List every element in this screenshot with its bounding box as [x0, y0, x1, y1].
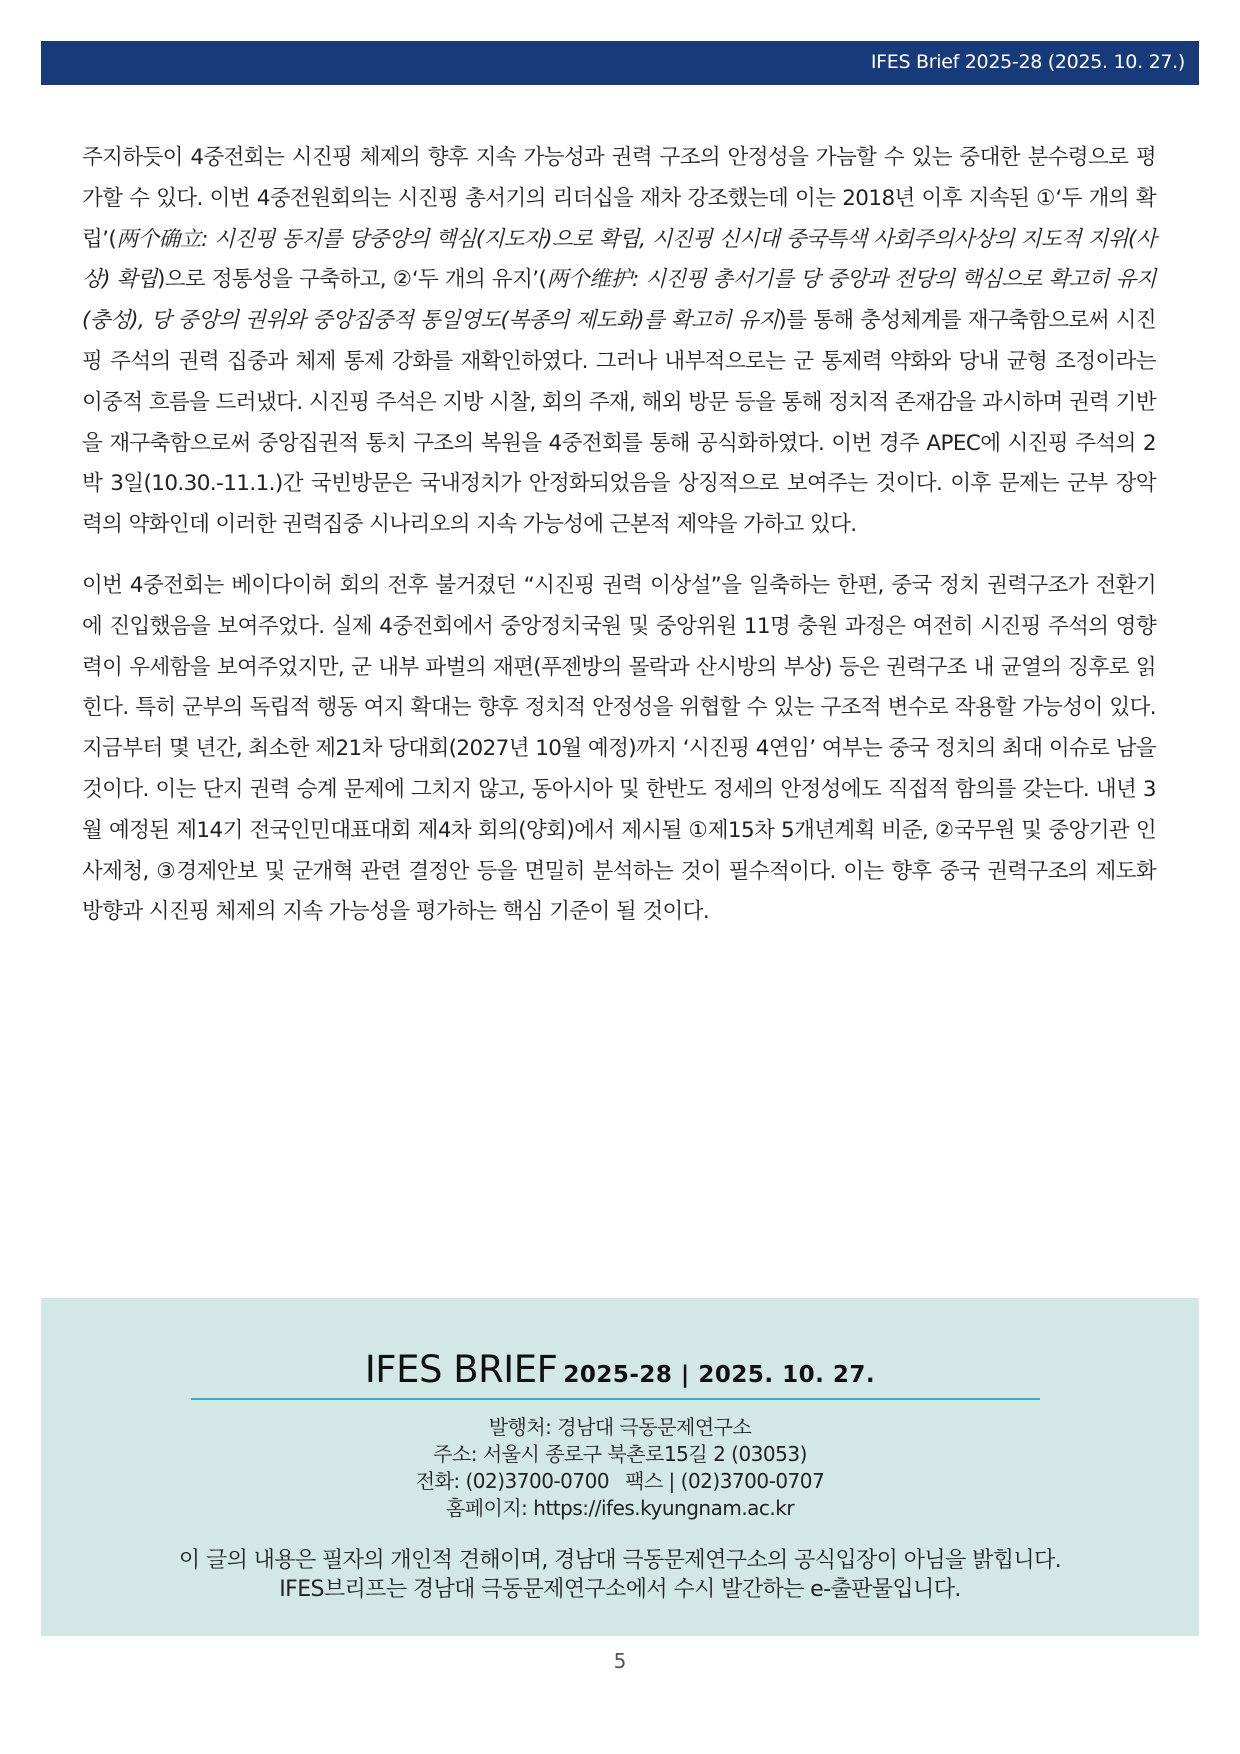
footer-fax: 팩스 | (02)3700-0707 [625, 1469, 825, 1493]
footer-homepage[interactable]: 홈페이지: https://ifes.kyungnam.ac.kr [445, 1496, 795, 1520]
paragraph-1-italic-a: 两个确立: 시진핑 동지를 당중앙의 핵심(지도자)으로 확립, 시진핑 신시대 중국특색 사회주의사상의 지도적 지위(사상) 확립 [82, 226, 1156, 293]
footer-box [41, 1298, 1199, 1636]
paragraph-1-text-c: )를 통해 충성체계를 재구축함으로써 시진핑 주석의 권력 집중과 체제 통제 강화를 재확인하였다. 그러나 내부적으로는 군 통제력 약화와 당내 균형 조정이라는 이중적 흐름을 드러냈다. 시진핑 주석은 지방 시찰, 회의 주재, 해외 방문 등을 통해 정치적 존재감을 과시하며 권력 기반을 재구축함으로써 중앙집권적 통치 구조의 복원을 4중전회를 통해 공식화하였다. 이번 경주 APEC에 시진핑 주석의 2박 3일(10.30.-11.1.)간 국빈방문은 국내정치가 안정화되었음을 상징적으로 보여주는 것이다. 이후 문제는 군부 장악력의 약화인데 이러한 권력집중 시나리오의 지속 가능성에 근본적 제약을 가하고 있다. [82, 308, 1156, 538]
footer-brand: IFES BRIEF [364, 1348, 558, 1391]
footer-note [41, 1546, 1199, 1604]
header-bar [41, 41, 1199, 85]
footer-title [41, 1348, 1199, 1391]
page-number: 5 [613, 1649, 627, 1673]
paragraph-1-text-a: 주지하듯이 4중전회는 시진핑 체제의 향후 지속 가능성과 권력 구조의 안정성을 가늠할 수 있는 중대한 분수령으로 평가할 수 있다. 이번 4중전원회의는 시진핑 총서기의 리더십을 재차 강조했는데 이는 2018년 이후 지속된 ①‘두 개의 확립’( [82, 145, 1156, 252]
issue-label: IFES Brief 2025-28 (2025. 10. 27.) [870, 51, 1185, 73]
footer-info [41, 1414, 1199, 1522]
footer-phone: 전화: (02)3700-0700 [415, 1469, 610, 1493]
paragraph-2: 이번 4중전회는 베이다이허 회의 전후 불거졌던 “시진핑 권력 이상설”을 일축하는 한편, 중국 정치 권력구조가 전환기에 진입했음을 보여주었다. 실제 4중전회에서 중앙정치국원 및 중앙위원 11명 충원 과정은 여전히 시진핑 주석의 영향력이 우세함을 보여주었지만, 군 내부 파벌의 재편(푸젠방의 몰락과 산시방의 부상) 등은 권력구조 내 균열의 징후로 읽힌다. 특히 군부의 독립적 행동 여지 확대는 향후 정치적 안정성을 위협할 수 있는 구조적 변수로 작용할 가능성이 있다. 지금부터 몇 년간, 최소한 제21차 당대회(2027년 10월 예정)까지 ‘시진핑 4연임’ 여부는 중국 정치의 최대 이슈로 남을 것이다. 이는 단지 권력 승계 문제에 그치지 않고, 동아시아 및 한반도 정세의 안정성에도 직접적 함의를 갖는다. 내년 3월 예정된 제14기 전국인민대표대회 제4차 회의(양회)에서 제시될 ①제15차 5개년계획 비준, ②국무원 및 중앙기관 인사제청, ③경제안보 및 군개혁 관련 결정안 등을 면밀히 분석하는 것이 필수적이다. 이는 향후 중국 권력구조의 제도화 방향과 시진핑 체제의 지속 가능성을 평가하는 핵심 기준이 될 것이다. [82, 572, 1156, 925]
footer-publisher: 발행처: 경남대 극동문제연구소 [488, 1415, 752, 1439]
footer-disclaimer-1: 이 글의 내용은 필자의 개인적 견해이며, 경남대 극동문제연구소의 공식입장이 아님을 밝힙니다. [178, 1548, 1062, 1573]
footer-address: 주소: 서울시 종로구 북촌로15길 2 (03053) [433, 1442, 807, 1466]
paragraph-1-italic-b: 两个维护: 시진핑 총서기를 당 중앙과 전당의 핵심으로 확고히 유지(충성), 당 중앙의 권위와 중앙집중적 통일영도(복종의 제도화)를 확고히 유지 [82, 267, 1156, 334]
footer-contact [41, 1468, 1199, 1495]
article-body [82, 138, 1156, 953]
paragraph-1 [82, 138, 1156, 546]
paragraph-1-text-b: )으로 정통성을 구축하고, ②‘두 개의 유지’( [156, 267, 547, 293]
footer-issue: 2025-28 | 2025. 10. 27. [563, 1362, 876, 1388]
footer-divider [191, 1398, 1040, 1400]
footer-disclaimer-2: IFES브리프는 경남대 극동문제연구소에서 수시 발간하는 e-출판물입니다. [279, 1577, 961, 1602]
